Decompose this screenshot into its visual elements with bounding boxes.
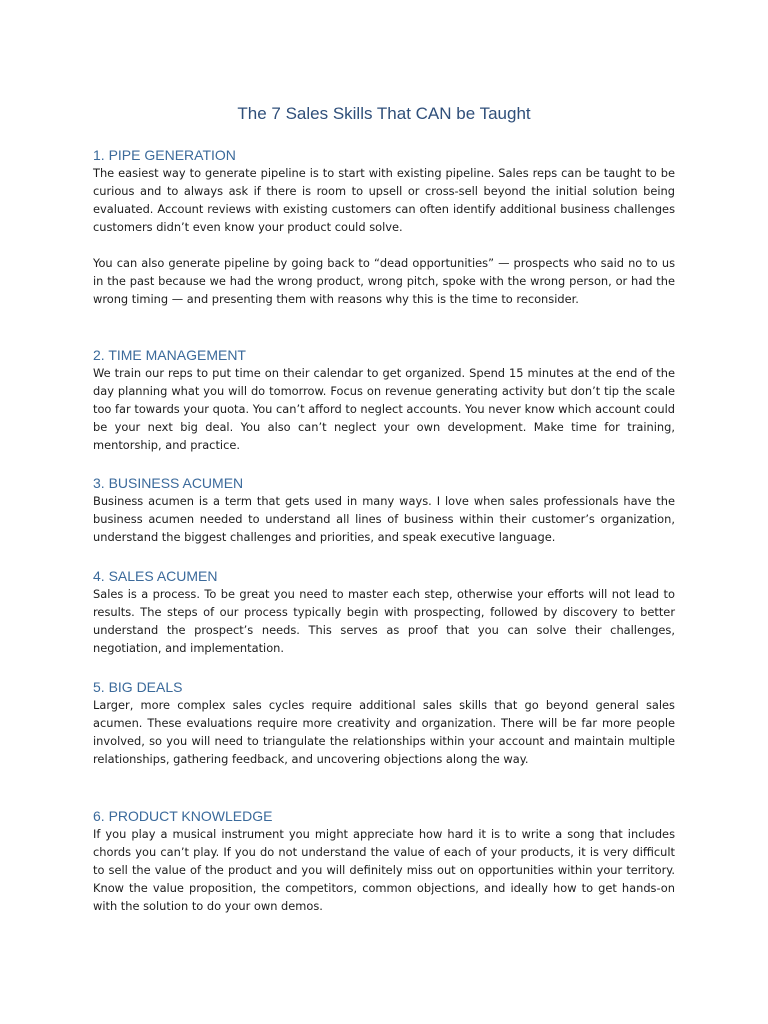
section-paragraph: The easiest way to generate pipeline is to start with existing pipeline. Sales reps can be taught to be curious and to always ask if there is room to upsell or cross-sell beyond the initial solution being evaluated. Account reviews with existing customers can often identify additional business challenges customers didn’t even know your product could solve. [93, 166, 675, 234]
section-big-deals [93, 678, 675, 768]
section-business-acumen [93, 474, 675, 546]
section-heading: 4. SALES ACUMEN [93, 568, 218, 584]
section-paragraph: Business acumen is a term that gets used in many ways. I love when sales professionals have the business acumen needed to understand all lines of business within their customer’s organization, understand the biggest challenges and priorities, and speak executive language. [93, 494, 675, 544]
document-title: The 7 Sales Skills That CAN be Taught [237, 104, 531, 123]
section-heading: 6. PRODUCT KNOWLEDGE [93, 808, 273, 824]
section-paragraph: If you play a musical instrument you might appreciate how hard it is to write a song that includes chords you can’t play. If you do not understand the value of each of your products, it is very difficult to sell the value of the product and you will definitely miss out on opportunities within your territory. Know the value proposition, the competitors, common objections, and ideally how to get hands-on with the solution to do your own demos. [93, 827, 675, 913]
section-paragraph: Larger, more complex sales cycles require additional sales skills that go beyond general sales acumen. These evaluations require more creativity and organization. There will be far more people involved, so you will need to triangulate the relationships within your account and maintain multiple relationships, gathering feedback, and uncovering objections along the way. [93, 698, 675, 766]
section-time-management [93, 346, 675, 454]
section-paragraph: Sales is a process. To be great you need to master each step, otherwise your efforts will not lead to results. The steps of our process typically begin with prospecting, followed by discovery to better understand the prospect’s needs. This serves as proof that you can solve their challenges, negotiation, and implementation. [93, 587, 675, 655]
section-heading: 3. BUSINESS ACUMEN [93, 475, 244, 491]
section-product-knowledge [93, 807, 675, 915]
section-paragraph: You can also generate pipeline by going back to “dead opportunities” — prospects who said no to us in the past because we had the wrong product, wrong pitch, spoke with the wrong person, or had the wrong timing — and presenting them with reasons why this is the time to reconsider. [93, 256, 675, 306]
section-heading: 5. BIG DEALS [93, 679, 183, 695]
section-sales-acumen [93, 567, 675, 657]
section-heading: 2. TIME MANAGEMENT [93, 347, 246, 363]
section-pipe-generation [93, 146, 675, 308]
section-heading: 1. PIPE GENERATION [93, 147, 236, 163]
section-paragraph: We train our reps to put time on their calendar to get organized. Spend 15 minutes at the end of the day planning what you will do tomorrow. Focus on revenue generating activity but don’t tip the scale too far towards your quota. You can’t afford to neglect accounts. You never know which account could be your next big deal. You also can’t neglect your own development. Make time for training, mentorship, and practice. [93, 366, 675, 452]
